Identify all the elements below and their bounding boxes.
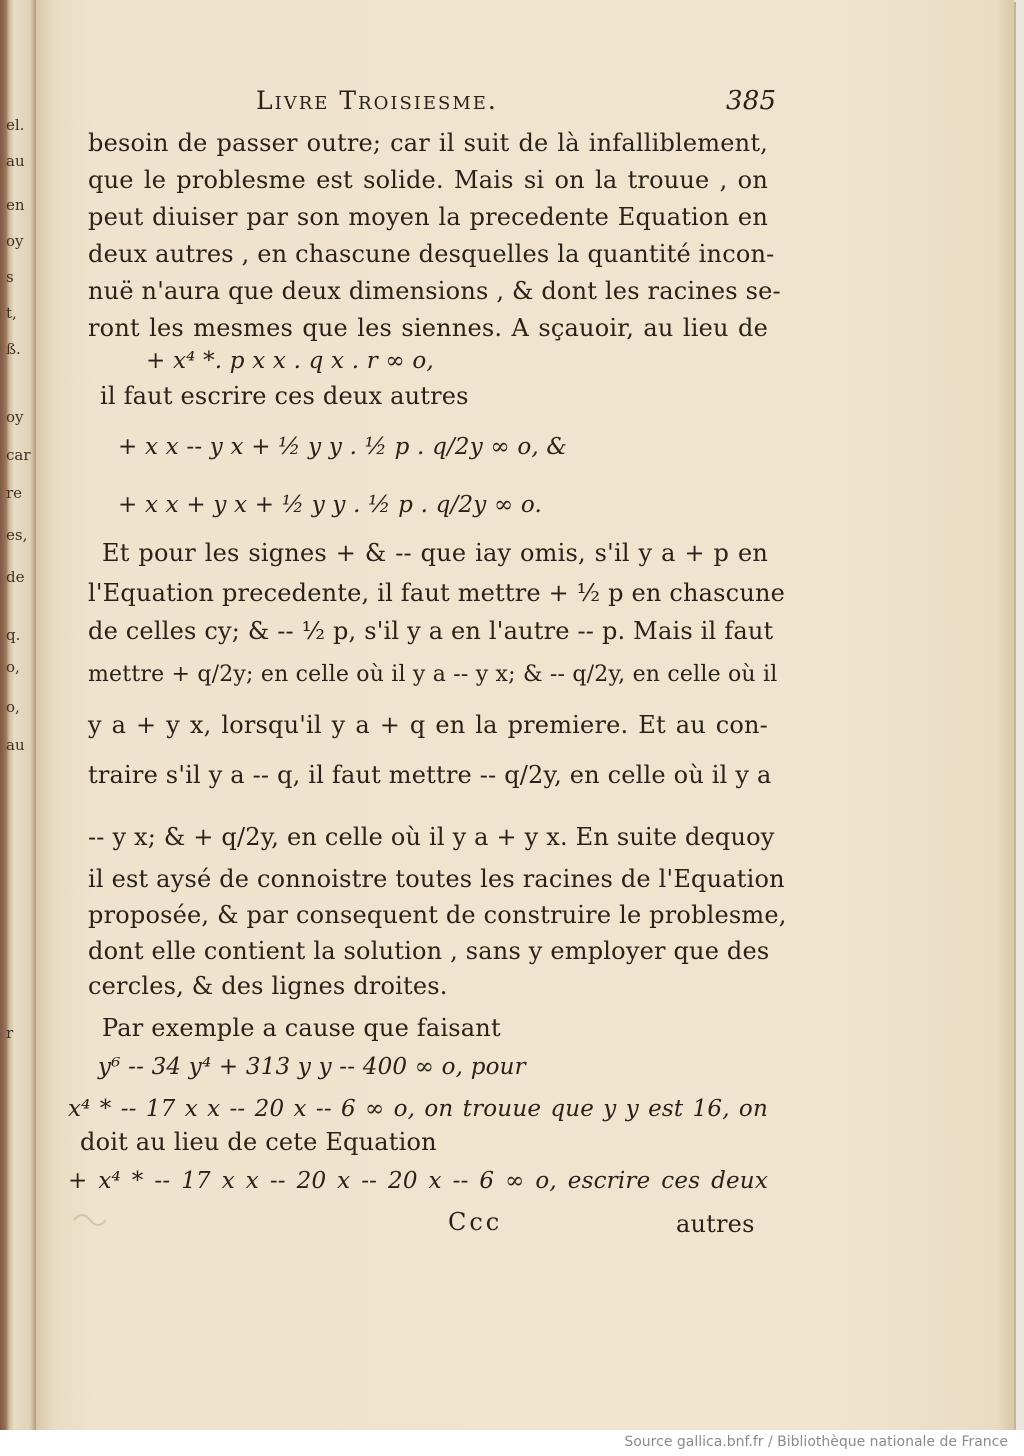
gutter-fragment: oy [6, 232, 24, 250]
gutter-fragment: ß. [6, 340, 21, 358]
gutter-fragment: o, [6, 698, 20, 716]
text-line: traire s'il y a -- q, il faut mettre -- q/2y, en celle où il y a [88, 761, 772, 789]
text-line: Et pour les signes + & -- que iay omis, s'il y a + p en [102, 539, 768, 567]
gutter-fragment: en [6, 196, 25, 214]
equation-line: y⁶ -- 34 y⁴ + 313 y y -- 400 ∞ o, pour [98, 1054, 526, 1080]
text-line: proposée, & par consequent de construire le problesme, [88, 901, 787, 929]
gutter-fragment: el. [6, 116, 25, 134]
text-line: y a + y x, lorsqu'il y a + q en la premiere. Et au con- [88, 711, 768, 739]
text-line: mettre + q/2y; en celle où il y a -- y x; & -- q/2y, en celle où il [88, 662, 778, 687]
equation-line: + x x -- y x + ½ y y . ½ p . q/2y ∞ o, & [118, 434, 568, 460]
gutter-fragment: re [6, 484, 23, 502]
equation-line: + x⁴ * -- 17 x x -- 20 x -- 20 x -- 6 ∞ o, escrire ces deux [68, 1168, 768, 1194]
gutter-fragment: car [6, 446, 31, 464]
text-line: cercles, & des lignes droites. [88, 972, 448, 1000]
bleed-through-glyph [70, 1206, 110, 1230]
text-line: peut diuiser par son moyen la precedente Equation en [88, 203, 768, 231]
text-line: ront les mesmes que les siennes. A sçauoir, au lieu de [88, 314, 768, 342]
gutter-fragment: au [6, 736, 25, 754]
text-line: il faut escrire ces deux autres [100, 382, 469, 410]
previous-page-edge [0, 0, 36, 1430]
running-head: Livre Troisiesme. [256, 86, 498, 115]
catchword: autres [676, 1210, 755, 1238]
text-line: Par exemple a cause que faisant [102, 1014, 501, 1042]
gutter-fragment: r [6, 1024, 14, 1042]
text-line: doit au lieu de cete Equation [80, 1128, 437, 1156]
gutter-fragment: au [6, 152, 25, 170]
gutter-fragment: o, [6, 658, 20, 676]
text-line: -- y x; & + q/2y, en celle où il y a + y x. En suite dequoy [88, 823, 775, 851]
signature-mark: Ccc [448, 1208, 503, 1236]
bleed-through-mark [70, 1206, 110, 1236]
text-line: dont elle contient la solution , sans y employer que des [88, 937, 770, 965]
gutter-fragment: es, [6, 526, 28, 544]
gutter-fragment: q. [6, 626, 21, 644]
equation-line: + x x + y x + ½ y y . ½ p . q/2y ∞ o. [118, 492, 543, 518]
equation-line: + x⁴ *. p x x . q x . r ∞ o, [146, 348, 434, 374]
text-line: l'Equation precedente, il faut mettre + ½ p en chascune [88, 579, 786, 607]
text-line: que le problesme est solide. Mais si on la trouue , on [88, 166, 768, 194]
text-line: il est aysé de connoistre toutes les racines de l'Equation [88, 865, 785, 893]
gutter-fragment: t, [6, 304, 17, 322]
gutter-fragment: s [6, 268, 14, 286]
equation-line: x⁴ * -- 17 x x -- 20 x -- 6 ∞ o, on trouue que y y est 16, on [68, 1096, 768, 1122]
gutter-fragment: oy [6, 408, 24, 426]
page-number: 385 [726, 86, 777, 116]
text-line: nuë n'aura que deux dimensions , & dont les racines se- [88, 277, 781, 305]
source-credit: Source gallica.bnf.fr / Bibliothèque nationale de France [624, 1434, 1008, 1450]
gutter-fragment: de [6, 568, 25, 586]
text-line: de celles cy; & -- ½ p, s'il y a en l'autre -- p. Mais il faut [88, 617, 774, 645]
text-line: deux autres , en chascune desquelles la quantité incon- [88, 240, 775, 268]
text-line: besoin de passer outre; car il suit de là infalliblement, [88, 129, 768, 157]
